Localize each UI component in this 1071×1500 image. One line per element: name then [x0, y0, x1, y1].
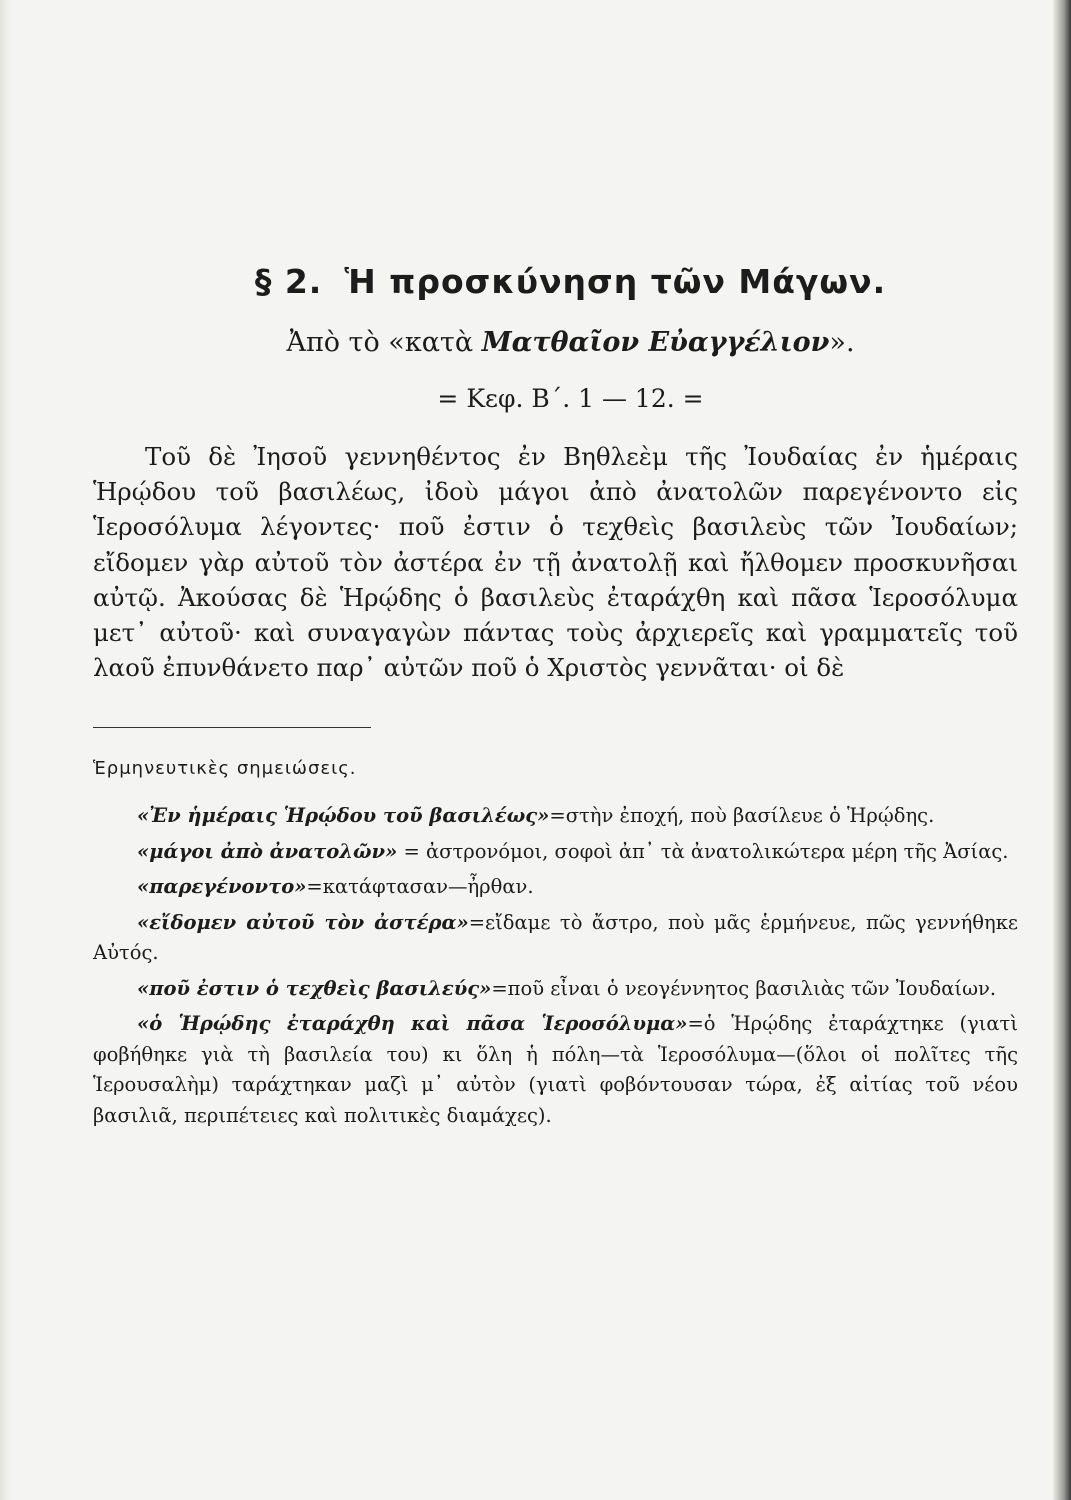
- note-item: [93, 837, 1018, 868]
- section-number: § 2.: [254, 262, 323, 301]
- source-work: Ματθαῖον Εὐαγγέλιον: [481, 327, 830, 358]
- source-line: [93, 327, 1018, 358]
- note-term: «Ἐν ἡμέραις Ἡρῴδου τοῦ βασιλέως»: [137, 804, 550, 828]
- note-gloss: =ποῦ εἶναι ὁ νεογέννητος βασιλιὰς τῶν Ἰουδαίων.: [491, 976, 997, 1000]
- note-gloss: =ὁ Ἡρῴδης ἐταράχτηκε (γιατὶ φοβήθηκε γιὰ τὴ βασιλεία του) κι ὅλη ἡ πόλη—τὰ Ἱεροσόλυμα—(ὅλοι οἱ πολῖτες τῆς Ἱερουσαλὴμ) ταράχτηκαν μαζὶ μ᾽ αὐτὸν (γιατὶ φοβόντουσαν τώρα, ἐξ αἰτίας τοῦ νέου βασιλιᾶ, περιπέτειες καὶ πολιτικὲς διαμάχες).: [93, 1012, 1018, 1127]
- note-term: «μάγοι ἀπὸ ἀνατολῶν»: [137, 839, 398, 863]
- note-term: «παρεγένοντο»: [137, 875, 307, 899]
- section-title: [93, 262, 1018, 301]
- note-item: [93, 801, 1018, 832]
- note-gloss: = ἀστρονόμοι, σοφοὶ ἀπ᾽ τὰ ἀνατολικώτερα μέρη τῆς Ἀσίας.: [397, 839, 1009, 863]
- note-item: [93, 1009, 1018, 1131]
- chapter-reference: = Κεφ. Β΄. 1 — 12. =: [437, 384, 704, 413]
- source-prefix: Ἀπὸ τὸ «κατὰ: [286, 327, 474, 358]
- page-right-edge: [1053, 0, 1071, 1500]
- note-item: [93, 908, 1018, 969]
- note-gloss: =εἴδαμε τὸ ἄστρο, ποὺ μᾶς ἑρμήνευε, πῶς γεννήθηκε Αὐτός.: [93, 910, 1018, 965]
- page-content: [93, 262, 1018, 1136]
- section-title-text: Ἡ προσκύνηση τῶν Μάγων.: [344, 262, 887, 301]
- note-gloss: =κατάφτασαν—ἦρθαν.: [306, 875, 534, 899]
- note-term: «εἴδομεν αὐτοῦ τὸν ἀστέρα»: [137, 910, 469, 934]
- gospel-text: Τοῦ δὲ Ἰησοῦ γεννηθέντος ἐν Βηθλεὲμ τῆς Ἰουδαίας ἐν ἡμέραις Ἡρῴδου τοῦ βασιλέως, ἰδοὺ μάγοι ἀπὸ ἀνατολῶν παρεγένοντο εἰς Ἱεροσόλυμα λέγοντες· ποῦ ἐστιν ὁ τεχθεὶς βασιλεὺς τῶν Ἰουδαίων; εἴδομεν γὰρ αὐτοῦ τὸν ἀστέρα ἐν τῇ ἀνατολῇ καὶ ἤλθομεν προσκυνῆσαι αὐτῷ. Ἀκούσας δὲ Ἡρῴδης ὁ βασιλεὺς ἐταράχθη καὶ πᾶσα Ἱεροσόλυμα μετ᾽ αὐτοῦ· καὶ συναγαγὼν πάντας τοὺς ἀρχιερεῖς καὶ γραμματεῖς τοῦ λαοῦ ἐπυνθάνετο παρ᾽ αὐτῶν ποῦ ὁ Χριστὸς γεννᾶται· οἱ δὲ: [93, 442, 1018, 683]
- note-gloss: =στὴν ἐποχή, ποὺ βασίλευε ὁ Ἡρῴδης.: [549, 804, 935, 828]
- source-suffix: ».: [829, 327, 855, 358]
- page-left-edge: [0, 0, 10, 1500]
- notes-heading: Ἑρμηνευτικὲς σημειώσεις.: [93, 758, 357, 780]
- note-item: [93, 872, 1018, 903]
- notes-list: [93, 801, 1018, 1131]
- footnote-divider: [93, 727, 371, 728]
- note-term: «ποῦ ἐστιν ὁ τεχθεὶς βασιλεύς»: [137, 976, 492, 1000]
- note-term: «ὁ Ἡρῴδης ἐταράχθη καὶ πᾶσα Ἱεροσόλυμα»: [137, 1012, 688, 1036]
- note-item: [93, 974, 1018, 1005]
